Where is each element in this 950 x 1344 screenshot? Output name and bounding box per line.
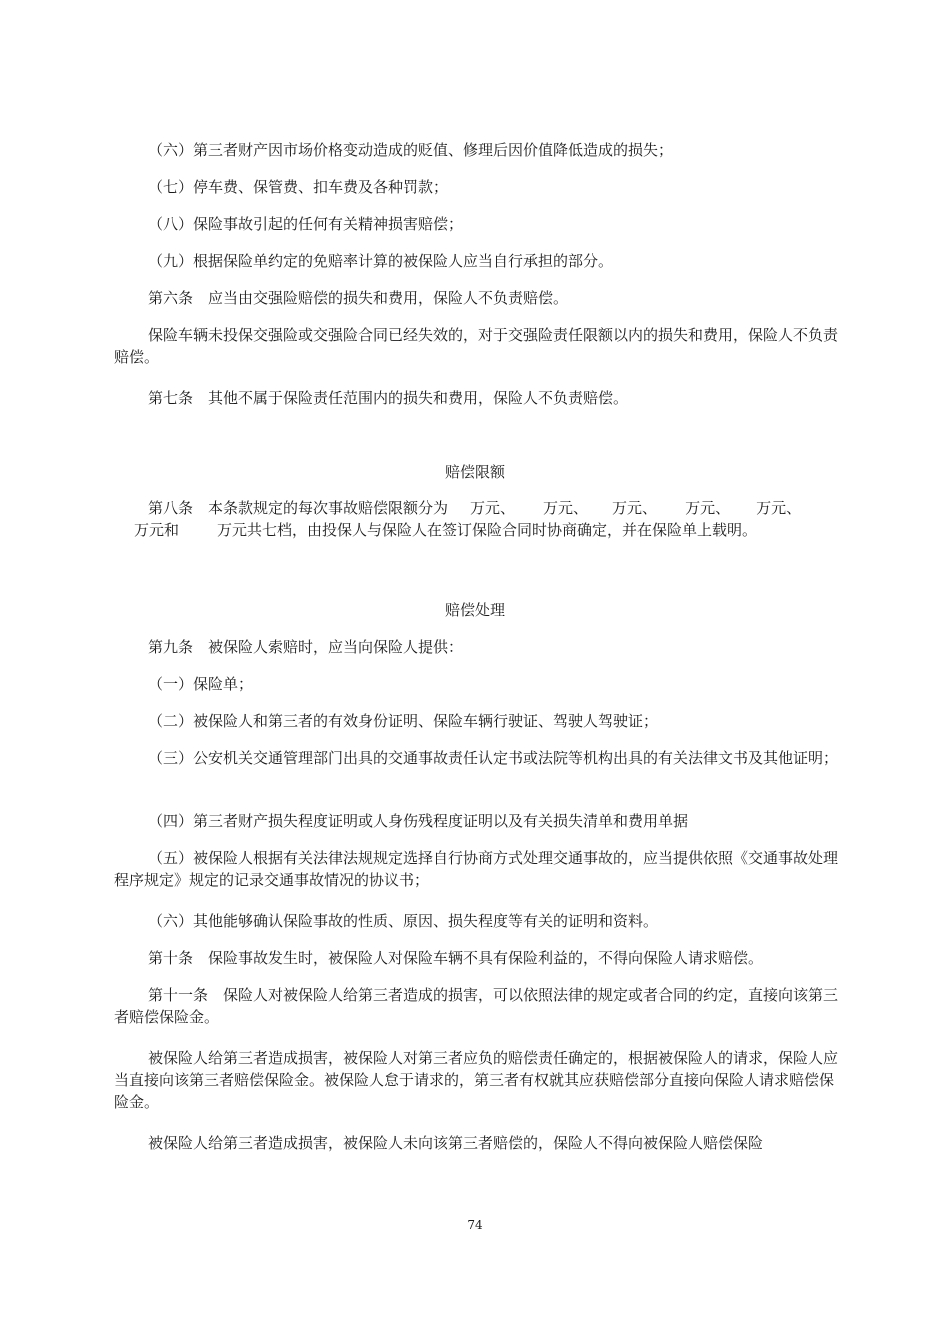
claim-document-4: （四）第三者财产损失程度证明或人身伤残程度证明以及有关损失清单和费用单据 xyxy=(148,812,689,830)
article-9: 第九条 被保险人索赔时，应当向保险人提供： xyxy=(148,638,464,656)
exclusion-item-7: （七）停车费、保管费、扣车费及各种罚款； xyxy=(148,178,449,196)
claim-document-5: （五）被保险人根据有关法律法规规定选择自行协商方式处理交通事故的，应当提供依照《交通事故处理程序规定》规定的记录交通事故情况的协议书； xyxy=(114,849,839,889)
article-10: 第十条 保险事故发生时，被保险人对保险车辆不具有保险利益的，不得向保险人请求赔偿。 xyxy=(148,949,764,967)
limit-tier-5: 万元、 xyxy=(756,499,802,517)
claim-document-2: （二）被保险人和第三者的有效身份证明、保险车辆行驶证、驾驶人驾驶证； xyxy=(148,712,659,730)
article-6: 第六条 应当由交强险赔偿的损失和费用，保险人不负责赔偿。 xyxy=(148,289,569,307)
limit-tier-4: 万元、 xyxy=(685,499,731,517)
section-heading-compensation-limits: 赔偿限额 xyxy=(444,463,505,481)
claim-document-1: （一）保险单； xyxy=(148,675,254,693)
article-8-lead: 第八条 本条款规定的每次事故赔偿限额分为 xyxy=(148,499,449,517)
article-11-paragraph-2: 被保险人给第三者造成损害，被保险人对第三者应负的赔偿责任确定的，根据被保险人的请求，保险人应当直接向该第三者赔偿保险金。被保险人怠于请求的，第三者有权就其应获赔偿部分直接向保险人请求赔偿保险金。 xyxy=(114,1049,839,1111)
exclusion-item-6: （六）第三者财产因市场价格变动造成的贬值、修理后因价值降低造成的损失； xyxy=(148,141,674,159)
page-number: 74 xyxy=(467,1218,483,1232)
limit-tier-1: 万元、 xyxy=(470,499,516,517)
article-8-tail: 万元共七档，由投保人与保险人在签订保险合同时协商确定，并在保险单上载明。 xyxy=(217,521,758,539)
limit-tier-2: 万元、 xyxy=(543,499,589,517)
article-11-paragraph-3: 被保险人给第三者造成损害，被保险人未向该第三者赔偿的，保险人不得向被保险人赔偿保险 xyxy=(148,1134,764,1152)
exclusion-item-8: （八）保险事故引起的任何有关精神损害赔偿； xyxy=(148,215,464,233)
section-heading-claims-handling: 赔偿处理 xyxy=(444,601,505,619)
limit-tier-3: 万元、 xyxy=(612,499,658,517)
claim-document-3: （三）公安机关交通管理部门出具的交通事故责任认定书或法院等机构出具的有关法律文书及其他证明； xyxy=(148,749,839,767)
article-6-paragraph-2: 保险车辆未投保交强险或交强险合同已经失效的，对于交强险责任限额以内的损失和费用，保险人不负责赔偿。 xyxy=(114,326,839,366)
limit-tier-6: 万元和 xyxy=(134,521,180,539)
claim-document-6: （六）其他能够确认保险事故的性质、原因、损失程度等有关的证明和资料。 xyxy=(148,912,659,930)
article-8 xyxy=(114,497,844,541)
article-7: 第七条 其他不属于保险责任范围内的损失和费用，保险人不负责赔偿。 xyxy=(148,389,629,407)
exclusion-item-9: （九）根据保险单约定的免赔率计算的被保险人应当自行承担的部分。 xyxy=(148,252,614,270)
article-11: 第十一条 保险人对被保险人给第三者造成的损害，可以依照法律的规定或者合同的约定，直接向该第三者赔偿保险金。 xyxy=(114,986,839,1026)
